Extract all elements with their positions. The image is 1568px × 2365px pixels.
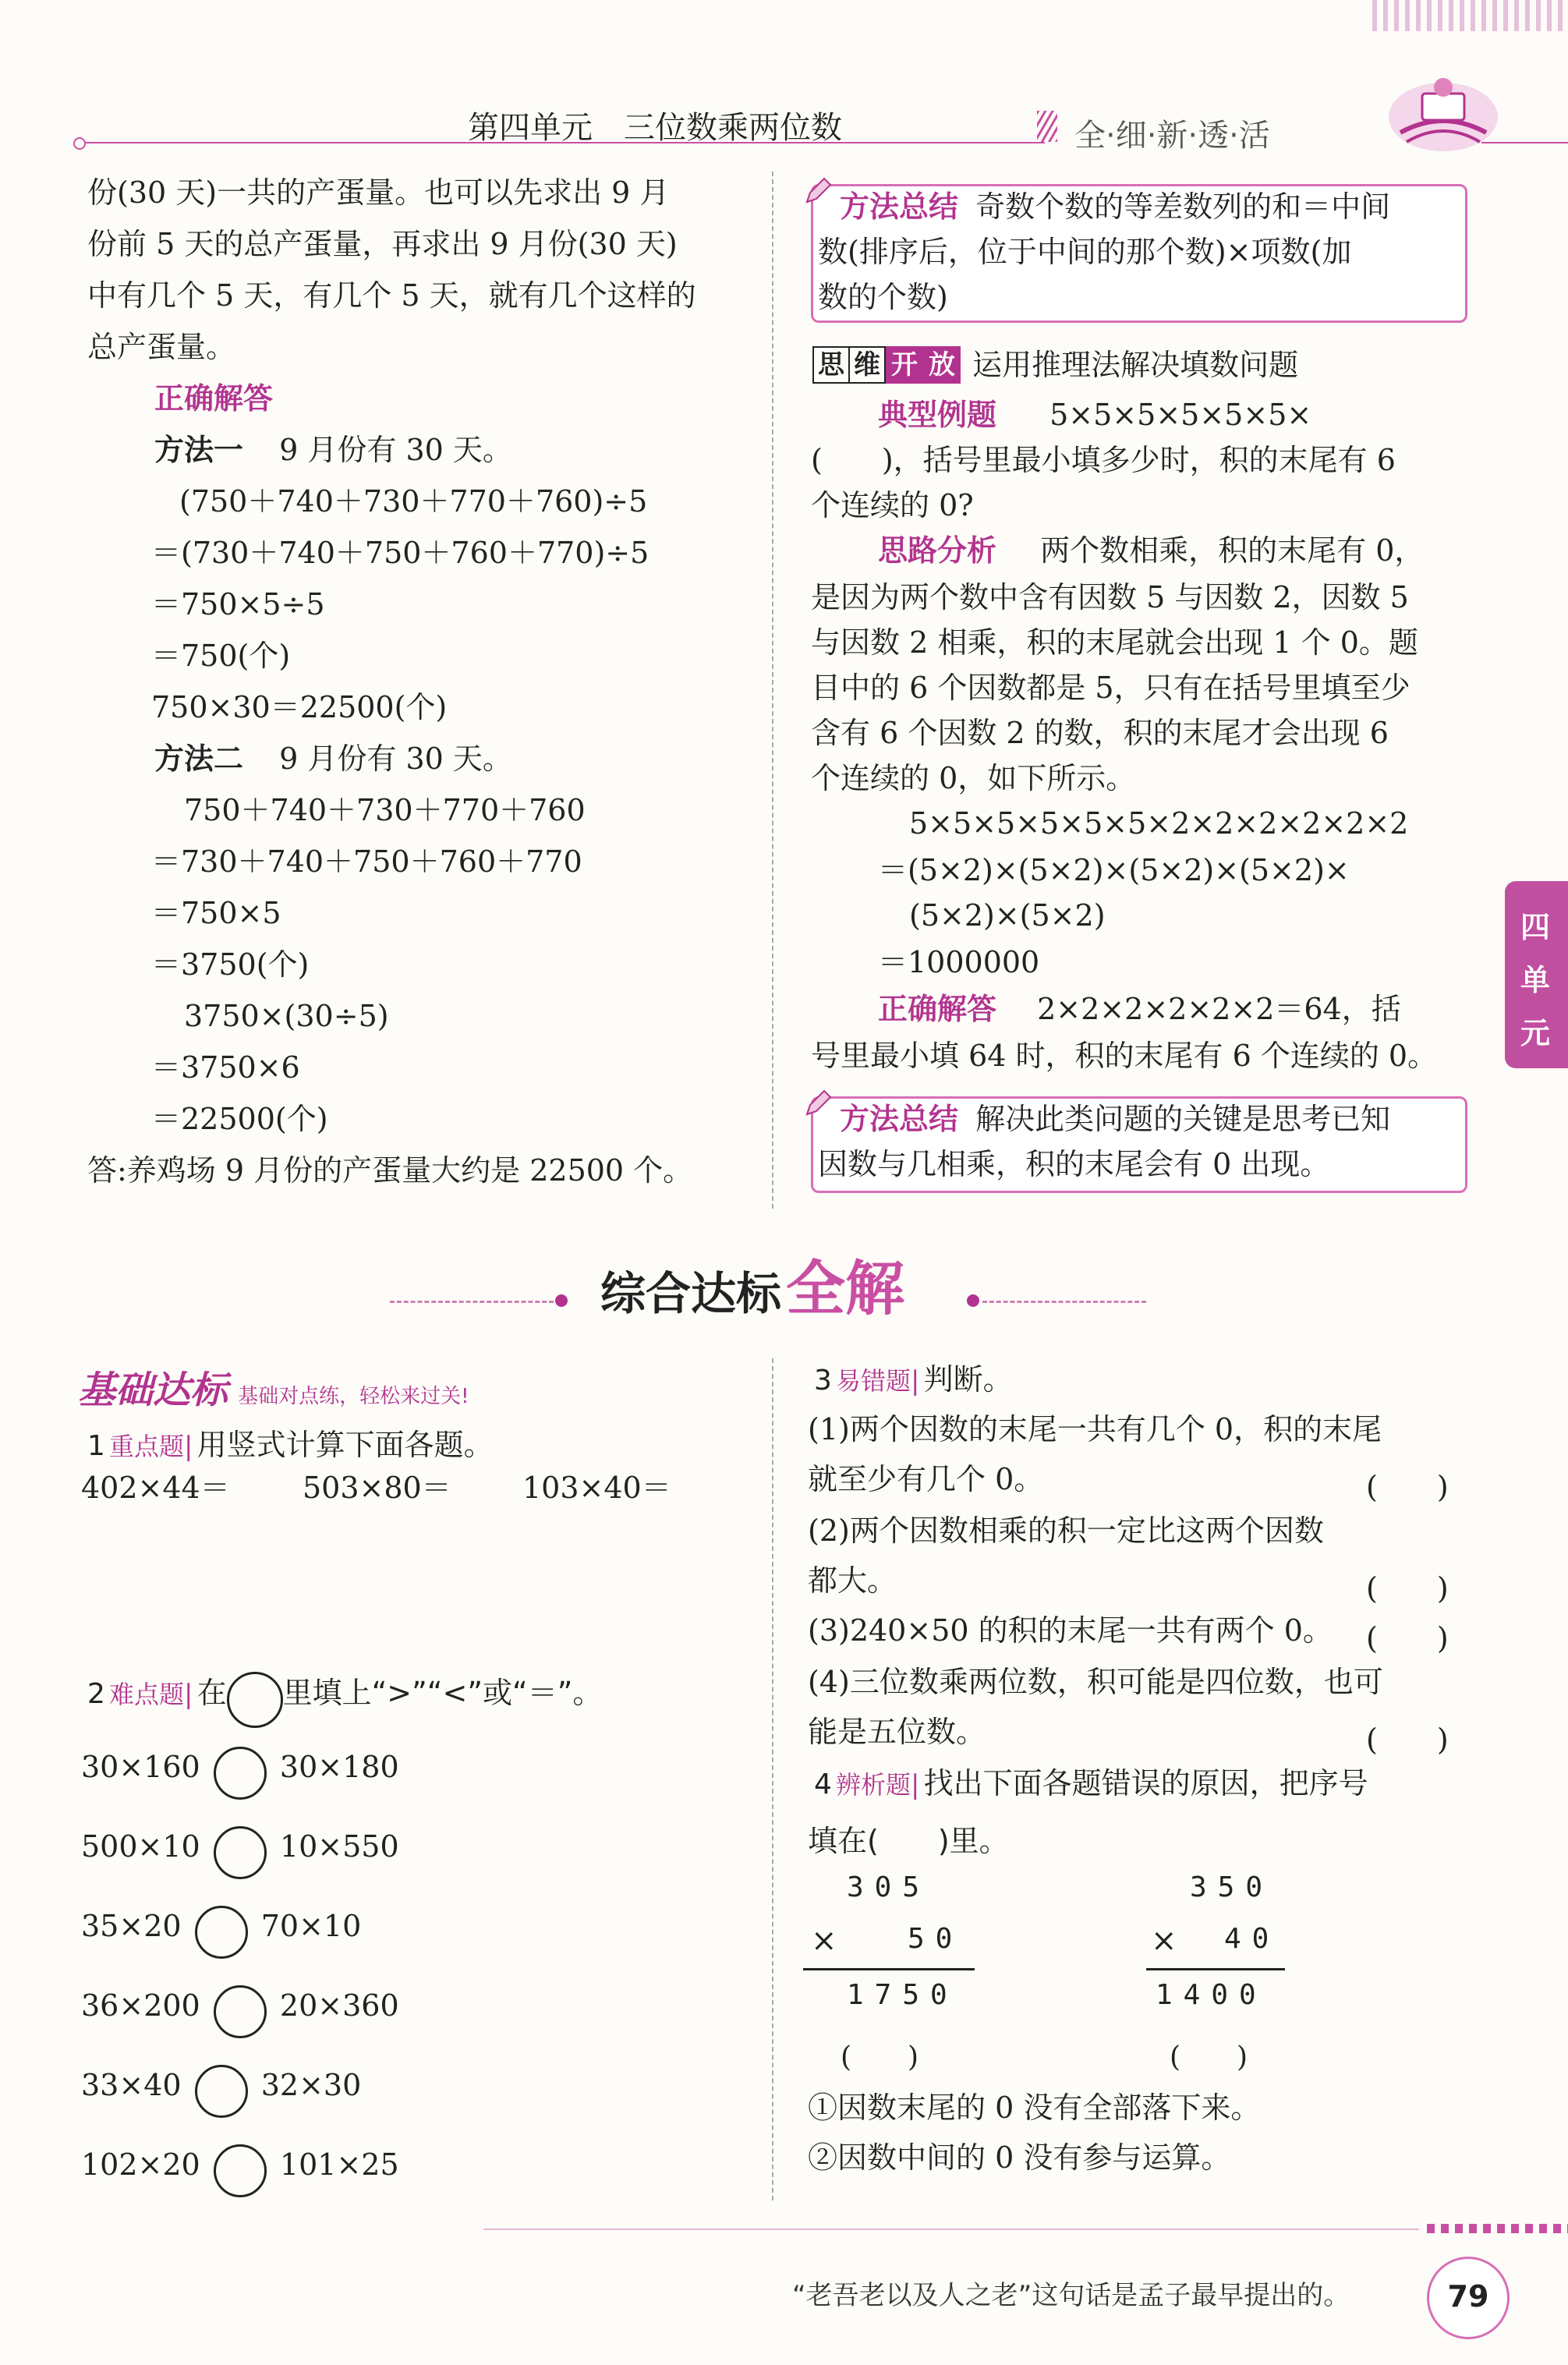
summary-text: 数的个数) [818, 280, 948, 314]
calc-paren[interactable]: ( ) [1170, 2041, 1248, 2073]
calc-top: 305 [847, 1871, 931, 1903]
compare-right: 30×180 [279, 1749, 399, 1784]
text-line: 总产蛋量。 [87, 330, 236, 364]
method2-step: ＝3750×6 [151, 1050, 300, 1085]
judge-paren[interactable]: ( ) [1366, 1470, 1449, 1504]
left-top-column [87, 167, 758, 1196]
banner-line-right [982, 1301, 1146, 1303]
judge-line: (2)两个因数相乘的积一定比这两个因数 [808, 1514, 1324, 1548]
method2-label: 方法二 [154, 742, 244, 776]
analysis-label: 思路分析 [878, 533, 997, 568]
q2-tag: 难点题 [109, 1680, 185, 1709]
compare-left: 36×200 [81, 1988, 200, 2023]
side-tab-char: 单 [1520, 963, 1551, 997]
answer-circle[interactable] [227, 1672, 283, 1728]
analysis-calc: ＝1000000 [878, 945, 1040, 979]
header-rule-right [1481, 142, 1568, 143]
analysis-text: 是因为两个数中含有因数 5 与因数 2，因数 5 [811, 580, 1409, 614]
pencil-icon [802, 1088, 834, 1122]
analysis-calc: 5×5×5×5×5×5×2×2×2×2×2×2 [909, 806, 1409, 841]
footer-quote: “老吾老以及人之老”这句话是孟子最早提出的。 [792, 2280, 1350, 2311]
q2-text: 在 [196, 1676, 227, 1710]
banner-line-left [390, 1301, 554, 1303]
analysis-text: 两个数相乘，积的末尾有 0， [1040, 533, 1425, 568]
slogan: 全·细·新·透·活 [1074, 118, 1270, 154]
judge-paren[interactable]: ( ) [1366, 1571, 1449, 1606]
compare-row [81, 1985, 399, 2038]
header-slash [1037, 111, 1057, 142]
side-tab-char: 四 [1520, 910, 1551, 944]
option-line: ②因数中间的 0 没有参与运算。 [808, 2140, 1231, 2175]
basic-title-row [78, 1360, 469, 1414]
calc-result: 1400 [1156, 1979, 1267, 2011]
text-line: 中有几个 5 天，有几个 5 天，就有几个这样的 [87, 278, 696, 313]
q1-item: 103×40＝ [522, 1471, 671, 1505]
q1-tag: 重点题 [109, 1432, 185, 1461]
text-line: 份(30 天)一共的产蛋量。也可以先求出 9 月 [87, 175, 670, 210]
q2-text: 里填上“>”“<”或“＝”。 [282, 1676, 603, 1710]
method1-intro: 9 月份有 30 天。 [279, 433, 512, 467]
page-number-badge [1427, 2257, 1510, 2339]
method1-step: 750×30＝22500(个) [151, 690, 448, 724]
calc-bottom: 50 [908, 1923, 964, 1955]
summary-label: 方法总结 [840, 189, 959, 224]
q3-header: 3 易错题| 判断。 [814, 1362, 1013, 1397]
calc-top: 350 [1190, 1871, 1274, 1903]
judge-line: (4)三位数乘两位数，积可能是四位数，也可 [808, 1665, 1383, 1699]
calc-result: 1750 [847, 1979, 958, 2011]
analysis-text: 与因数 2 相乘，积的末尾就会出现 1 个 0。题 [811, 625, 1418, 660]
compare-right: 10×550 [279, 1829, 399, 1864]
compare-left: 35×20 [81, 1908, 182, 1943]
compare-right: 20×360 [279, 1988, 399, 2023]
example-text: 个连续的 0? [811, 488, 974, 522]
method1-step: ＝(730＋740＋750＋760＋770)÷5 [151, 536, 649, 570]
section-title: 运用推理法解决填数问题 [972, 348, 1299, 382]
judge-line: 都大。 [808, 1563, 897, 1598]
q4-text: 填在( )里。 [808, 1824, 1009, 1858]
side-tab [1505, 881, 1568, 1068]
example-text: 5×5×5×5×5×5× [1049, 398, 1312, 432]
conclusion: 答:养鸡场 9 月份的产蛋量大约是 22500 个。 [87, 1153, 693, 1188]
answer-circle[interactable] [214, 1826, 267, 1879]
compare-left: 30×160 [81, 1749, 200, 1784]
q1-item: 402×44＝ [81, 1471, 230, 1505]
judge-paren[interactable]: ( ) [1366, 1722, 1449, 1757]
answer-circle[interactable] [214, 2144, 267, 2197]
compare-right: 101×25 [279, 2147, 399, 2182]
analysis-text: 个连续的 0，如下所示。 [811, 761, 1136, 795]
unit-title: 第四单元 三位数乘两位数 [468, 110, 842, 146]
analysis-text: 目中的 6 个因数都是 5，只有在括号里填至少 [811, 671, 1410, 705]
q2-number: 2 [87, 1678, 105, 1710]
answer-circle[interactable] [214, 1747, 267, 1800]
header-rule-dot [73, 137, 86, 150]
text-line: 份前 5 天的总产蛋量，再求出 9 月份(30 天) [87, 227, 678, 261]
method2-intro: 9 月份有 30 天。 [279, 742, 512, 776]
method2-step: 3750×(30÷5) [184, 999, 389, 1033]
method1-step: ＝750×5÷5 [151, 587, 325, 621]
q3-tag: 易错题 [836, 1366, 911, 1396]
compare-right: 32×30 [260, 2067, 362, 2102]
method2-step: ＝3750(个) [151, 947, 310, 982]
method1-step: ＝750(个) [151, 639, 291, 673]
judge-line: (1)两个因数的末尾一共有几个 0，积的末尾 [808, 1412, 1382, 1446]
compare-row [81, 1747, 399, 1800]
q3-text: 判断。 [923, 1362, 1013, 1397]
q4-text: 找出下面各题错误的原因，把序号 [923, 1766, 1368, 1800]
method-summary-box [811, 184, 1467, 323]
summary-text: 解决此类问题的关键是思考已知 [975, 1102, 1391, 1136]
q4-tag: 辨析题 [836, 1770, 911, 1800]
answer-circle[interactable] [214, 1985, 267, 2038]
footer-dots [1427, 2224, 1568, 2233]
example-label: 典型例题 [878, 398, 997, 432]
calc-op: × [1151, 1923, 1177, 1959]
answer-text: 号里最小填 64 时，积的末尾有 6 个连续的 0。 [811, 1039, 1438, 1073]
answer-label: 正确解答 [878, 992, 997, 1026]
calc-line [803, 1968, 975, 1970]
compare-left: 33×40 [81, 2067, 182, 2102]
q1-text: 用竖式计算下面各题。 [196, 1428, 494, 1462]
answer-circle[interactable] [195, 1906, 248, 1959]
column-divider [772, 172, 773, 1209]
compare-row [81, 1826, 399, 1879]
method-summary-box [811, 1096, 1467, 1193]
header-rule [78, 142, 1045, 143]
calc-line [1146, 1968, 1285, 1970]
banner-title [600, 1241, 904, 1326]
basic-title: 基础达标 [78, 1368, 228, 1412]
banner-dot [555, 1294, 568, 1307]
banner-text: 综合达标 [600, 1267, 782, 1320]
q1-header: 1 重点题| 用竖式计算下面各题。 [87, 1428, 494, 1462]
basic-subtitle: 基础对点练，轻松来过关! [238, 1385, 469, 1408]
compare-row [81, 2065, 361, 2118]
analysis-text: 含有 6 个因数 2 的数，积的末尾才会出现 6 [811, 716, 1389, 750]
banner-big: 全解 [786, 1254, 905, 1323]
q4-number: 4 [814, 1768, 832, 1800]
analysis-calc: (5×2)×(5×2) [909, 898, 1106, 933]
method1-line [87, 424, 758, 476]
method1-step: (750＋740＋730＋770＋760)÷5 [179, 484, 648, 519]
calc-op: × [811, 1923, 837, 1959]
summary-text: 数(排序后，位于中间的那个数)×项数(加 [818, 235, 1352, 269]
method2-line [87, 733, 758, 784]
answer-label: 正确解答 [154, 381, 274, 416]
compare-right: 70×10 [260, 1908, 362, 1943]
calc-paren[interactable]: ( ) [841, 2041, 919, 2073]
badge-char: 开 [886, 346, 923, 384]
method2-step: ＝730＋740＋750＋760＋770 [151, 844, 582, 879]
pencil-icon [802, 175, 834, 210]
method2-step: 750＋740＋730＋770＋760 [184, 793, 586, 827]
q1-number: 1 [87, 1430, 105, 1462]
judge-line: 能是五位数。 [808, 1715, 986, 1749]
summary-text: 因数与几相乘，积的末尾会有 0 出现。 [818, 1147, 1330, 1181]
footer-rule [483, 2229, 1419, 2230]
judge-paren[interactable]: ( ) [1366, 1621, 1449, 1655]
method1-label: 方法一 [154, 433, 244, 467]
q2-header: 2 难点题| 在 里填上“>”“<”或“＝”。 [87, 1669, 602, 1728]
q3-number: 3 [814, 1365, 832, 1397]
judge-line: 就至少有几个 0。 [808, 1462, 1044, 1496]
header-stripes [1372, 0, 1568, 31]
compare-left: 500×10 [81, 1829, 200, 1864]
method2-step: ＝22500(个) [151, 1102, 328, 1136]
judge-line: (3)240×50 的积的末尾一共有两个 0。 [808, 1613, 1333, 1648]
side-tab-char: 元 [1520, 1016, 1551, 1050]
section-header [812, 346, 1298, 385]
option-line: ①因数末尾的 0 没有全部落下来。 [808, 2091, 1261, 2125]
answer-text: 2×2×2×2×2×2＝64，括 [1037, 992, 1401, 1026]
banner-dot [967, 1294, 979, 1307]
answer-circle[interactable] [195, 2065, 248, 2118]
summary-label: 方法总结 [840, 1102, 959, 1136]
compare-row [81, 1906, 361, 1959]
example-text: ( )，括号里最小填多少时，积的末尾有 6 [811, 443, 1396, 477]
badge-char: 维 [850, 346, 886, 384]
summary-text: 奇数个数的等差数列的和＝中间 [975, 189, 1391, 224]
q1-item: 503×80＝ [303, 1471, 451, 1505]
compare-row [81, 2144, 399, 2197]
column-divider [772, 1358, 773, 2200]
badge-char: 放 [923, 346, 961, 384]
compare-left: 102×20 [81, 2147, 200, 2182]
analysis-calc: ＝(5×2)×(5×2)×(5×2)×(5×2)× [878, 853, 1350, 887]
calc-bottom: 40 [1224, 1923, 1280, 1955]
method2-step: ＝750×5 [151, 896, 281, 930]
q4-header: 4 辨析题| 找出下面各题错误的原因，把序号 [814, 1766, 1368, 1800]
badge-char: 思 [812, 346, 850, 384]
page-number: 79 [1447, 2279, 1489, 2314]
